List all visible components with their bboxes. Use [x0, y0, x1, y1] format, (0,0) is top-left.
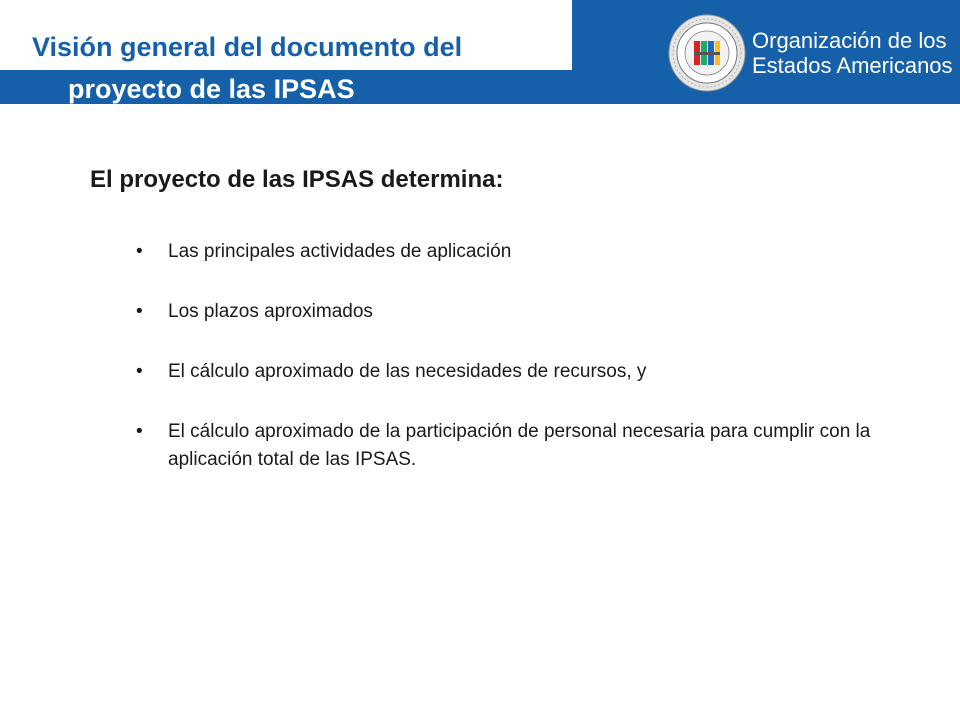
- organization-name-line1: Organización de los: [752, 28, 947, 53]
- bullet-item: • Los plazos aproximados: [136, 298, 896, 326]
- organization-name-line2: Estados Americanos: [752, 53, 953, 78]
- oas-seal-icon: [668, 14, 746, 92]
- organization-name: [752, 28, 953, 78]
- page-title-line1: Visión general del documento del: [32, 32, 463, 62]
- bullet-item: • Las principales actividades de aplicación: [136, 238, 896, 266]
- header: [0, 0, 960, 104]
- page-title-line2: proyecto de las IPSAS: [68, 74, 355, 104]
- bullet-list: [136, 238, 896, 506]
- section-heading: El proyecto de las IPSAS determina:: [90, 166, 504, 193]
- bullet-item: • El cálculo aproximado de las necesidades de recursos, y: [136, 358, 896, 386]
- bullet-item: • El cálculo aproximado de la participación de personal necesaria para cumplir con la aplicación total de las IPSAS.: [136, 418, 896, 474]
